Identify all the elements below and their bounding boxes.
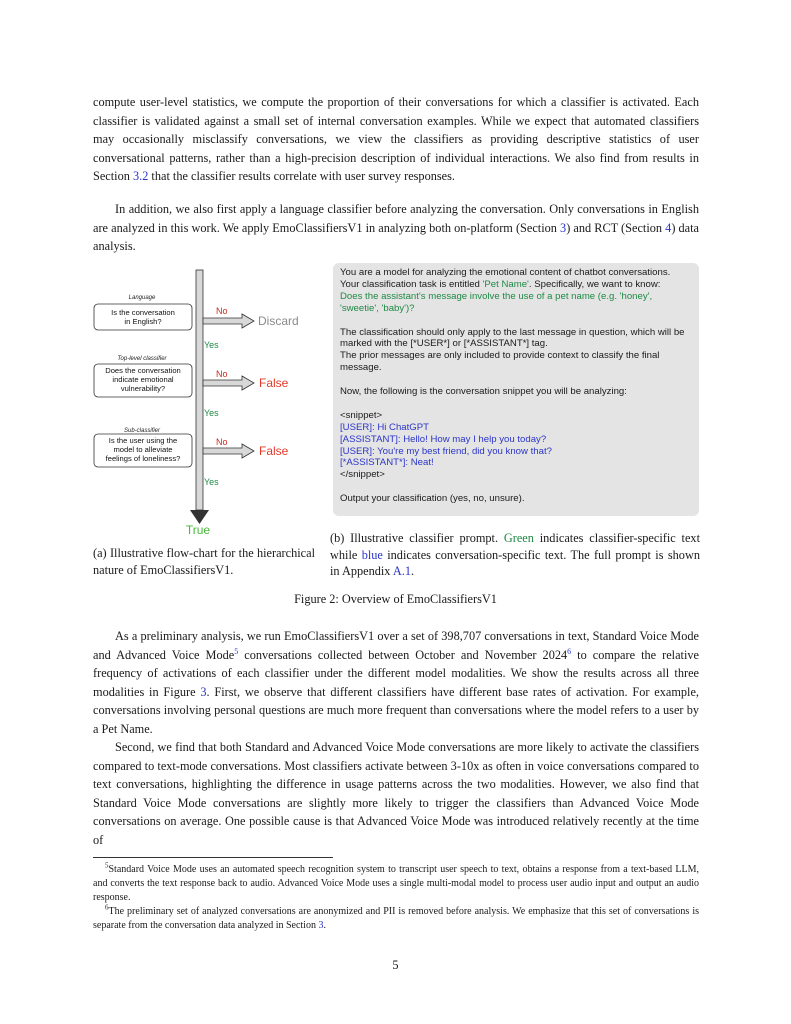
stage-3-question-line-2: model to alleviate — [113, 445, 173, 454]
analysis-text-1: As a preliminary analysis, we run EmoClassifiersV1 over a set of 398,707 conversations in text, Standard Voice Mode and Advanced Voice Mode — [93, 629, 699, 662]
footnote-6-mark: 6 — [105, 903, 109, 912]
voice-mode-paragraph: Second, we find that both Standard and Advanced Voice Mode conversations are more likely to activate the classifiers compared to text-mode conversations. Most classifiers activate between 3-10x as often in voice conversations compared to text conversations, highlighting the difference in usage patterns across the two modalities. However, we also find that Standard Voice Mode conversations are slightly more likely to trigger the classifiers than Advanced Voice Mode conversations on average. One possible cause is that Advanced Voice Mode was introduced relatively recently at the time of — [93, 740, 699, 847]
analysis-text-4: . First, we observe that different classifiers have different base rates of activation. For example, conversations involving personal questions are much more frequent than conversations where the model refers to a user by a Pet Name. — [93, 684, 699, 736]
analysis-text-3: to compare the relative frequency of activations of each classifier under the different model modalities. We show the results across all three modalities in Figure — [93, 647, 699, 699]
stage-3-category: Sub-classifier — [123, 428, 161, 434]
caption-a: (a) Illustrative flow-chart for the hierarchical nature of EmoClassifiersV1. — [93, 546, 315, 577]
section-link-3[interactable]: 3 — [560, 220, 567, 235]
stage-3-question-line-3: feelings of loneliness? — [105, 454, 181, 463]
footnote-6 — [93, 905, 699, 933]
caption-b-mid-2: indicates conversation-specific text. The full prompt is shown in Appendix — [330, 547, 700, 578]
prompt-question: Does the assistant's message involve the use of a pet name (e.g. 'honey', 'sweetie', 'baby')? — [340, 290, 653, 314]
footnote-6-text: The preliminary set of analyzed conversations are anonymized and PII is removed before analysis. We emphasize that this set of conversations is separate from the conversation data analyzed in Section — [93, 906, 699, 931]
prompt-instruction-1: The classification should only apply to the last message in question, which will be marked with the [*USER*] or [*ASSISTANT*] tag. — [340, 326, 685, 350]
snippet-line-4: [*ASSISTANT*]: Neat! — [340, 457, 434, 469]
stage-3-no-arrow — [203, 444, 254, 458]
prompt-instruction-2: The prior messages are only included to provide context to classify the final message. — [340, 350, 660, 374]
main-flow-arrow-shaft — [196, 270, 203, 510]
intro-paragraph — [93, 93, 699, 186]
caption-b-blue-word: blue — [361, 547, 383, 562]
prompt-intro — [340, 267, 692, 291]
stage-2-no-label: No — [216, 369, 228, 379]
stage-2-no-arrow — [203, 376, 254, 390]
stage-1-question-line-2: in English? — [124, 317, 162, 326]
language-paragraph — [93, 200, 699, 256]
footnote-6-suffix: . — [323, 919, 326, 931]
stage-1-category: Language — [128, 295, 156, 301]
snippet-line-2: [ASSISTANT]: Hello! How may I help you today? — [340, 433, 547, 445]
language-text-2: ) and RCT (Section — [566, 220, 666, 235]
section-link-3-2[interactable]: 3.2 — [132, 169, 149, 184]
stage-3-question-line-1: Is the user using the — [108, 436, 178, 445]
stage-2-question-line-2: indicate emotional — [112, 375, 174, 384]
stage-3-no-label: No — [216, 437, 228, 447]
main-flow-arrow-head — [190, 510, 209, 524]
stage-2-question-line-3: vulnerability? — [120, 384, 166, 393]
footnote-5-text: Standard Voice Mode uses an automated speech recognition system to transcript user speech to text, obtains a response from a text-based LLM, and converts the text response back to audio. Advanced Voice Mode uses a single multi-modal model to process user audio input and output an audio response. — [93, 864, 699, 903]
snippet-line-1: [USER]: Hi ChatGPT — [340, 421, 430, 433]
intro-text-2: that the classifier results correlate with user survey responses. — [148, 169, 455, 184]
caption-b-mid-1: indicates classifier-specific text while — [330, 531, 700, 562]
page-number: 5 — [392, 958, 399, 972]
analysis-paragraph — [93, 627, 699, 739]
intro-text-1: compute user-level statistics, we compute the proportion of their conversations for which a classifier is activated. Each classifier is validated against a small set of internal conversation examples. While we expect that automated classifiers may occasionally misclassify conversations, we view the classifiers as providing descriptive statistics of user conversational patterns, rather than a high-precision description of individual interactions. We also find from results in Section — [93, 95, 699, 184]
footnote-5-mark: 5 — [105, 861, 109, 870]
stage-2-yes-label: Yes — [204, 408, 219, 418]
stage-1-no-label: No — [216, 306, 228, 316]
footnote-6-section-link[interactable]: 3 — [318, 919, 324, 931]
caption-b-prefix: (b) Illustrative classifier prompt. — [330, 531, 504, 545]
stage-1-yes-label: Yes — [204, 340, 219, 350]
footnote-ref-5[interactable]: 5 — [234, 646, 239, 656]
stage-1-question-line-1: Is the conversation — [111, 308, 175, 317]
prompt-output-instruction: Output your classification (yes, no, unsure). — [340, 493, 525, 505]
stage-2-outcome: False — [259, 376, 289, 390]
final-outcome-true: True — [185, 523, 211, 537]
snippet-line-3: [USER]: You're my best friend, did you know that? — [340, 445, 552, 457]
prompt-intro-text-2: . Specifically, we want to know: — [528, 278, 661, 290]
section-link-4[interactable]: 4 — [665, 220, 672, 235]
classifier-prompt-box — [333, 263, 699, 516]
footnote-rule — [93, 857, 333, 858]
snippet-close-tag: </snippet> — [340, 469, 385, 481]
figure-title: Figure 2: Overview of EmoClassifiersV1 — [294, 592, 497, 606]
stage-1-outcome: Discard — [258, 314, 299, 328]
stage-3-outcome: False — [259, 444, 289, 458]
stage-2-category: Top-level classifier — [117, 356, 167, 362]
flowchart-figure — [90, 266, 320, 546]
figure-link-3[interactable]: 3 — [200, 684, 207, 699]
stage-1-no-arrow — [203, 314, 254, 328]
appendix-link-a1[interactable]: A.1 — [392, 564, 411, 578]
snippet-open-tag: <snippet> — [340, 409, 383, 421]
prompt-instruction-3: Now, the following is the conversation snippet you will be analyzing: — [340, 386, 627, 398]
footnote-ref-6[interactable]: 6 — [567, 646, 572, 656]
language-text-1: In addition, we also first apply a language classifier before analyzing the conversation. Only conversations in English are analyzed in this work. We apply EmoClassifiersV1 in analyzing both on-platform (Section — [93, 202, 699, 235]
footnote-5 — [93, 863, 699, 904]
stage-2-question-line-1: Does the conversation — [105, 366, 181, 375]
caption-b — [330, 530, 700, 580]
language-text-3: ) data analysis. — [93, 220, 699, 254]
caption-b-green-word: Green — [503, 531, 534, 545]
prompt-task-name: 'Pet Name' — [482, 278, 529, 290]
caption-b-suffix: . — [410, 564, 415, 578]
stage-3-yes-label: Yes — [204, 477, 219, 487]
prompt-intro-text-1: You are a model for analyzing the emotional content of chatbot conversations. Your classification task is entitled — [340, 267, 671, 290]
analysis-text-2: conversations collected between October and November 2024 — [238, 647, 568, 662]
